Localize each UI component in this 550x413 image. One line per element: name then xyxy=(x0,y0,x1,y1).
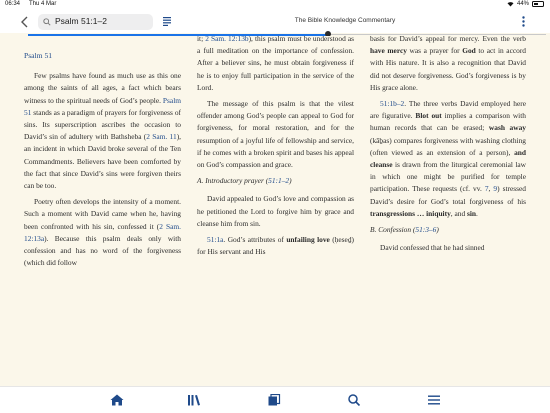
text-run: stands as a paradigm of prayers for forgiveness of sins. Its superscription ascribes the occasion to David’s sin of adultery with Bathsheba ( xyxy=(24,107,181,142)
paragraph xyxy=(370,98,526,220)
text-run: is drawn from the liturgical ceremonial law in which one might be purified for temple participation. These requests (cf. vv. xyxy=(370,160,526,194)
bold-term: unfailing love xyxy=(286,235,330,245)
text-run: was a prayer for xyxy=(406,46,463,56)
verse-link[interactable]: 51:1a xyxy=(207,235,224,245)
paragraph: David appealed to God’s love and compassion as he petitioned the Lord to forgive him by grace and cleanse him from sin. xyxy=(197,194,354,228)
bold-term: wash away xyxy=(488,123,526,133)
text-run: implies a comparison with human records that can be erased; xyxy=(370,111,526,133)
table-of-contents-icon[interactable] xyxy=(163,17,171,26)
documents-icon[interactable] xyxy=(267,394,281,406)
text-run: basis for David’s appeal for mercy. Even the verb xyxy=(370,36,526,43)
bold-term: have mercy xyxy=(370,46,407,56)
text-run: it; xyxy=(197,36,206,43)
bottom-tab-bar xyxy=(0,386,550,413)
paragraph xyxy=(24,70,181,192)
text-run: , and xyxy=(450,208,467,218)
scripture-link[interactable]: Psalm 51 xyxy=(24,95,181,117)
section-heading xyxy=(370,224,526,236)
reading-progress-track[interactable] xyxy=(28,34,546,35)
text-run: . xyxy=(476,208,478,218)
navigation-bar xyxy=(0,10,550,33)
paragraph: The message of this psalm is that the vilest offender among God’s people can appeal to God for forgiveness, for moral restoration, and for the resumption of a joyful life of fellowship and service, if he comes with a broken spirit and bases his appeal on God’s compassion and grace. xyxy=(197,99,354,170)
text-run: ) xyxy=(289,176,292,186)
text-run: . The three verbs David employed here are figurative. xyxy=(370,99,526,121)
paragraph: David confessed that he had sinned xyxy=(380,243,485,253)
paragraph xyxy=(197,234,354,258)
bold-term: and cleanse xyxy=(370,147,526,170)
text-run: Few psalms have found as much use as this one among the saints of all ages, a fact which bears witness to the spiritual needs of God’s people. xyxy=(24,71,181,105)
reference-search-value[interactable]: Psalm 51:1–2 xyxy=(55,16,107,26)
text-run: A. Introductory prayer ( xyxy=(197,176,269,186)
scripture-link[interactable]: 51:3–6 xyxy=(415,225,437,235)
verse-link[interactable]: 51:1b–2 xyxy=(380,99,405,109)
scripture-link[interactable]: 2 Sam. 11 xyxy=(146,132,177,142)
status-date: Thu 4 Mar xyxy=(29,1,57,7)
text-run: ) xyxy=(436,225,439,235)
commentary-content xyxy=(0,36,550,386)
text-run: ), this psalm must be understood as a full meditation on the importance of confession. After a believer sins, he must obtain forgiveness if he is to enjoy full participation in the service of the Lord. xyxy=(197,36,354,92)
reference-search-box[interactable] xyxy=(38,14,153,30)
bold-term: God xyxy=(462,46,476,56)
paragraph xyxy=(197,36,354,94)
text-column-3 xyxy=(370,36,526,258)
text-run: (kāḇas) compares forgiveness with washing clothing (often viewed as an extension of a person), xyxy=(370,135,526,157)
text-column-1 xyxy=(24,50,181,273)
wifi-icon xyxy=(507,1,514,7)
text-run: B. Confession ( xyxy=(370,225,416,235)
scripture-link[interactable]: 51:1–2 xyxy=(268,176,290,186)
back-chevron-icon[interactable] xyxy=(20,16,30,28)
bold-term: Blot out xyxy=(415,111,442,121)
more-options-icon[interactable] xyxy=(522,16,525,27)
text-run: to act in accord with His nature. It is also a recognition that David did not deserve forgiveness. God’s forgiveness is by His grace alone. xyxy=(370,46,526,92)
text-run: Poetry often develops the intensity of a moment. Such a moment with David came when he, having been confronted with his sin, confessed it ( xyxy=(24,197,181,231)
scripture-link[interactable]: 2 Sam. 12:13a xyxy=(24,221,181,243)
paragraph xyxy=(370,36,526,94)
section-heading xyxy=(197,175,354,187)
paragraph xyxy=(24,196,181,269)
status-time: 06:34 xyxy=(5,1,21,7)
search-tab-icon[interactable] xyxy=(347,394,361,406)
search-icon xyxy=(43,18,51,26)
scripture-link[interactable]: 7 xyxy=(484,184,489,194)
text-column-2 xyxy=(197,36,354,262)
text-run: , xyxy=(488,184,494,194)
book-title: The Bible Knowledge Commentary xyxy=(294,17,396,24)
status-right xyxy=(507,1,544,7)
scripture-link[interactable]: 9 xyxy=(493,184,498,194)
text-run: ), an incident in which David broke several of the Ten Commandments. Believers have been comforted by the fact that since David’s sins were forgiven theirs can be too. xyxy=(24,132,181,191)
library-icon[interactable] xyxy=(187,394,201,406)
text-run: (ḥeseḏ) for His servant and His xyxy=(197,235,354,257)
bold-term: sin xyxy=(467,208,477,218)
battery-percent: 44% xyxy=(516,1,529,7)
text-run: ) stressed David’s desire for God’s total forgiveness of his xyxy=(370,184,526,206)
menu-icon[interactable] xyxy=(427,394,441,406)
text-run: ). Because this psalm deals only with confession and has no word of the forgiveness (which did follow xyxy=(24,233,181,268)
bold-term: transgressions … iniquity xyxy=(370,208,451,218)
status-bar xyxy=(0,0,550,10)
psalm-heading: Psalm 51 xyxy=(24,51,53,60)
battery-icon xyxy=(532,1,544,7)
text-run: . God’s attributes of xyxy=(223,235,287,245)
scripture-link[interactable]: 2 Sam. 12:13b xyxy=(205,36,249,43)
home-icon[interactable] xyxy=(110,394,124,406)
